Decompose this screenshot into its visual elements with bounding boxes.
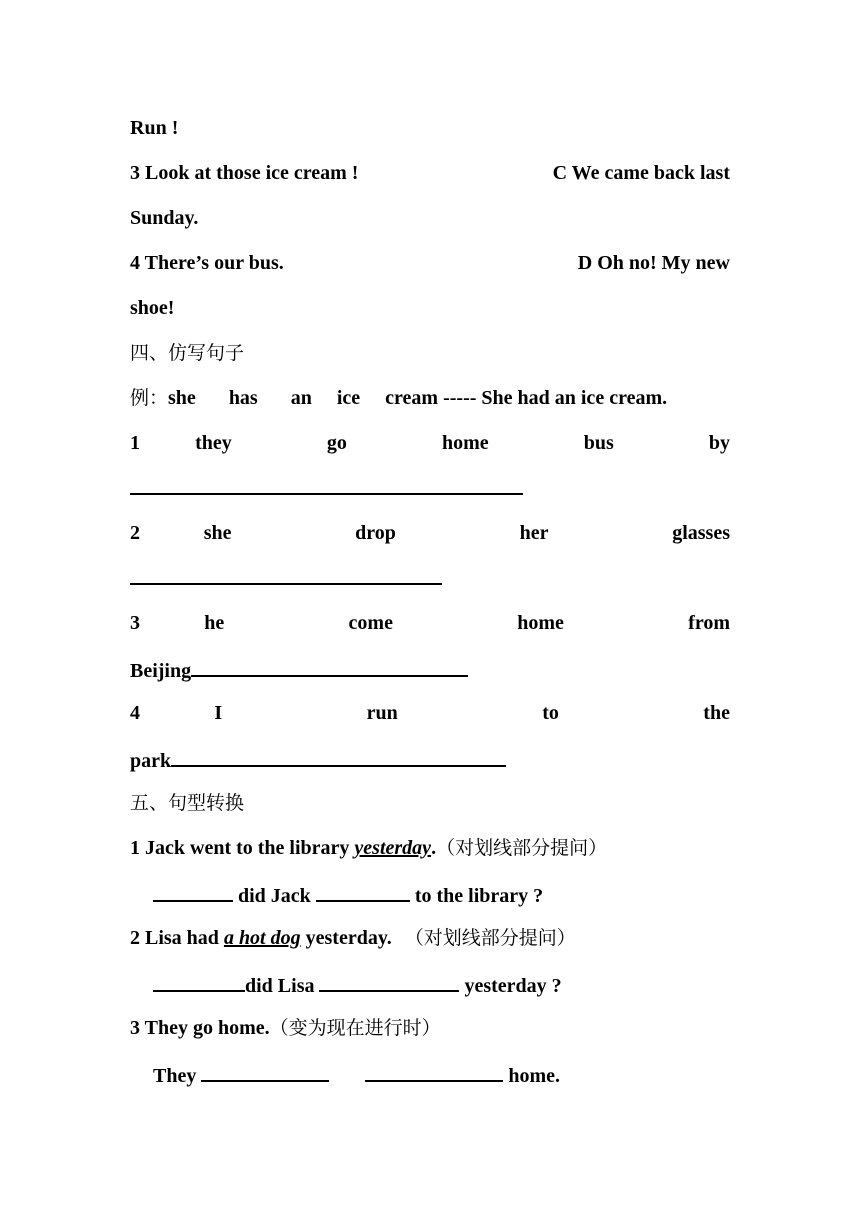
answer-blank-line[interactable] bbox=[130, 473, 523, 495]
matching-item-3-cont-text: Sunday. bbox=[130, 207, 199, 229]
answer-blank-line[interactable] bbox=[171, 743, 506, 767]
q2-text: yesterday. bbox=[300, 927, 397, 949]
section-4-item-4 bbox=[130, 698, 730, 728]
item-2-word: she bbox=[203, 522, 232, 544]
matching-item-4 bbox=[130, 248, 730, 278]
q2-text: 2 Lisa had bbox=[130, 927, 224, 949]
example-prefix: 例： bbox=[130, 387, 169, 409]
item-4-word: 4 bbox=[130, 702, 140, 724]
example-word: an bbox=[290, 387, 312, 409]
matching-item-4-cont-text: shoe! bbox=[130, 297, 175, 319]
section-4-item-1-answer-blank[interactable] bbox=[130, 473, 523, 503]
example-word: she bbox=[168, 387, 196, 409]
q1-underlined-text: yesterday bbox=[354, 837, 432, 859]
answer-2-text: yesterday ? bbox=[459, 975, 562, 997]
item-2-word: her bbox=[519, 522, 549, 544]
matching-item-4-cont bbox=[130, 293, 730, 323]
answer-1-text: to the library ? bbox=[409, 885, 544, 907]
item-4-word: I bbox=[214, 702, 223, 724]
item-3-word: come bbox=[348, 612, 393, 634]
answer-3-text: home. bbox=[503, 1065, 561, 1087]
answer-2-text: did Lisa bbox=[245, 975, 320, 997]
section-5-title bbox=[130, 788, 730, 818]
section-4-example bbox=[130, 383, 730, 413]
item-3-word: home bbox=[517, 612, 564, 634]
matching-item-3-cont bbox=[130, 203, 730, 233]
item-4-word: to bbox=[542, 702, 559, 724]
item-1-word: go bbox=[326, 432, 347, 454]
q2-instruction: （对划线部分提问） bbox=[404, 927, 576, 949]
section-5-answer-3 bbox=[153, 1058, 753, 1088]
item-4-word: the bbox=[703, 702, 730, 724]
item-1-word: they bbox=[195, 432, 232, 454]
section-4-item-3 bbox=[130, 608, 730, 638]
q1-period: . bbox=[431, 837, 437, 859]
item-2-word: glasses bbox=[672, 522, 730, 544]
section-5-answer-2 bbox=[153, 968, 753, 998]
matching-item-3 bbox=[130, 158, 730, 188]
matching-item-3-left: 3 Look at those ice cream ! bbox=[130, 162, 359, 184]
example-word: ice bbox=[336, 387, 361, 409]
item-3-word: he bbox=[204, 612, 225, 634]
q1-instruction: （对划线部分提问） bbox=[436, 837, 608, 859]
example-tail: cream ----- She had an ice cream. bbox=[385, 387, 668, 409]
answer-1-text: did Jack bbox=[233, 885, 316, 907]
answer-blank-line[interactable] bbox=[153, 968, 245, 992]
item-1-word: home bbox=[441, 432, 489, 454]
item-2-word: 2 bbox=[130, 522, 140, 544]
answer-blank-line[interactable] bbox=[319, 968, 459, 992]
answer-blank-line[interactable] bbox=[365, 1058, 503, 1082]
answer-blank-line[interactable] bbox=[191, 653, 468, 677]
section-5-question-2 bbox=[130, 923, 730, 953]
answer-blank-line[interactable] bbox=[153, 878, 233, 902]
matching-item-4-right: D Oh no! My new bbox=[577, 252, 730, 274]
answer-blank-line[interactable] bbox=[201, 1058, 329, 1082]
item-4-word: run bbox=[366, 702, 398, 724]
section-5-answer-1 bbox=[153, 878, 753, 908]
section-5-question-1 bbox=[130, 833, 730, 863]
matching-item-3-right: C We came back last bbox=[552, 162, 730, 184]
section-5-question-3 bbox=[130, 1013, 730, 1043]
q1-text: 1 Jack went to the library bbox=[130, 837, 355, 859]
q3-text: 3 They go home. bbox=[130, 1017, 270, 1039]
section-4-title-text: 四、仿写句子 bbox=[130, 342, 245, 364]
item-4-cont-text: park bbox=[130, 750, 172, 772]
answer-3-text: They bbox=[153, 1065, 202, 1087]
q2-underlined-text: a hot dog bbox=[223, 927, 301, 949]
item-1-word: 1 bbox=[130, 432, 140, 454]
q3-instruction: （变为现在进行时） bbox=[269, 1017, 441, 1039]
section-4-item-4-cont bbox=[130, 743, 730, 773]
matching-run-line bbox=[130, 113, 730, 143]
matching-item-4-left: 4 There’s our bus. bbox=[130, 252, 284, 274]
item-2-word: drop bbox=[355, 522, 396, 544]
example-word: has bbox=[228, 387, 258, 409]
item-3-word: from bbox=[688, 612, 730, 634]
section-4-item-3-cont bbox=[130, 653, 730, 683]
item-3-word: 3 bbox=[130, 612, 140, 634]
section-4-title bbox=[130, 338, 730, 368]
section-4-item-1 bbox=[130, 428, 730, 458]
item-3-cont-text: Beijing bbox=[130, 660, 192, 682]
section-4-item-2-answer-blank[interactable] bbox=[130, 563, 442, 593]
answer-blank-line[interactable] bbox=[130, 563, 442, 585]
item-1-word: by bbox=[708, 432, 730, 454]
answer-blank-line[interactable] bbox=[316, 878, 410, 902]
item-1-word: bus bbox=[583, 432, 614, 454]
section-4-item-2 bbox=[130, 518, 730, 548]
matching-run-text: Run ! bbox=[130, 117, 179, 139]
section-5-title-text: 五、句型转换 bbox=[130, 792, 245, 814]
